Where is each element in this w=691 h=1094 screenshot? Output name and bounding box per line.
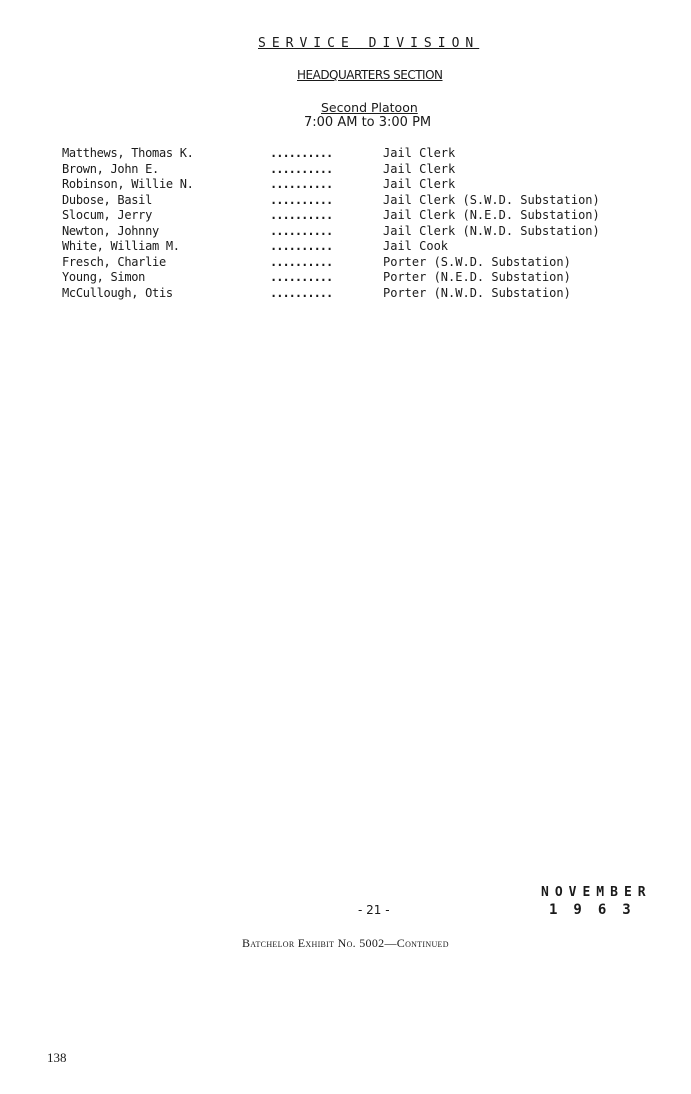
employee-name: McCullough, Otis — [62, 285, 173, 300]
employee-assignment: Jail Clerk (S.W.D. Substation) — [383, 192, 600, 207]
dot-leader: .......... — [270, 146, 333, 160]
employee-assignment: Jail Clerk — [383, 146, 456, 160]
employee-name: Matthews, Thomas K. — [62, 146, 194, 160]
employee-assignment: Jail Clerk (N.W.D. Substation) — [383, 223, 600, 238]
employee-assignment: Jail Cook — [383, 239, 449, 253]
shift-hours: 7:00 AM to 3:00 PM — [304, 115, 432, 130]
roster-row — [62, 286, 642, 302]
roster-row — [62, 270, 642, 286]
employee-assignment: Porter (S.W.D. Substation) — [383, 254, 571, 269]
employee-name: Brown, John E. — [62, 161, 159, 176]
employee-name: Slocum, Jerry — [62, 208, 153, 222]
employee-assignment: Jail Clerk — [383, 161, 456, 176]
roster-list — [62, 146, 642, 301]
roster-row — [62, 255, 642, 271]
page-number: - 21 - — [358, 903, 390, 917]
dot-leader: .......... — [270, 270, 333, 284]
division-title: SERVICE DIVISION — [258, 36, 480, 51]
dot-leader: .......... — [270, 192, 333, 207]
roster-row — [62, 193, 642, 209]
dot-leader: .......... — [270, 208, 333, 222]
roster-row — [62, 239, 642, 255]
employee-assignment: Jail Clerk — [383, 177, 456, 191]
dot-leader: .......... — [270, 239, 333, 253]
dot-leader: .......... — [270, 161, 333, 176]
employee-name: Newton, Johnny — [62, 223, 159, 238]
roster-row — [62, 208, 642, 224]
roster-row — [62, 224, 642, 240]
dot-leader: .......... — [270, 223, 333, 238]
employee-name: White, William M. — [62, 239, 180, 253]
employee-assignment: Porter (N.W.D. Substation) — [383, 285, 571, 300]
folio-number: 138 — [47, 1050, 67, 1065]
dot-leader: .......... — [270, 177, 333, 191]
exhibit-caption: Batchelor Exhibit No. 5002—Continued — [242, 936, 449, 950]
dot-leader: .......... — [270, 254, 333, 269]
employee-name: Robinson, Willie N. — [62, 177, 194, 191]
roster-row — [62, 146, 642, 162]
roster-row — [62, 177, 642, 193]
platoon-title: Second Platoon — [321, 100, 418, 115]
employee-assignment: Jail Clerk (N.E.D. Substation) — [383, 208, 600, 222]
roster-row — [62, 162, 642, 178]
dot-leader: .......... — [270, 285, 333, 300]
date-year: 1963 — [549, 902, 647, 918]
employee-name: Fresch, Charlie — [62, 254, 166, 269]
employee-name: Young, Simon — [62, 270, 146, 284]
section-title: HEADQUARTERS SECTION — [297, 68, 443, 82]
employee-name: Dubose, Basil — [62, 192, 153, 207]
employee-assignment: Porter (N.E.D. Substation) — [383, 270, 571, 284]
date-month: NOVEMBER — [541, 885, 652, 900]
